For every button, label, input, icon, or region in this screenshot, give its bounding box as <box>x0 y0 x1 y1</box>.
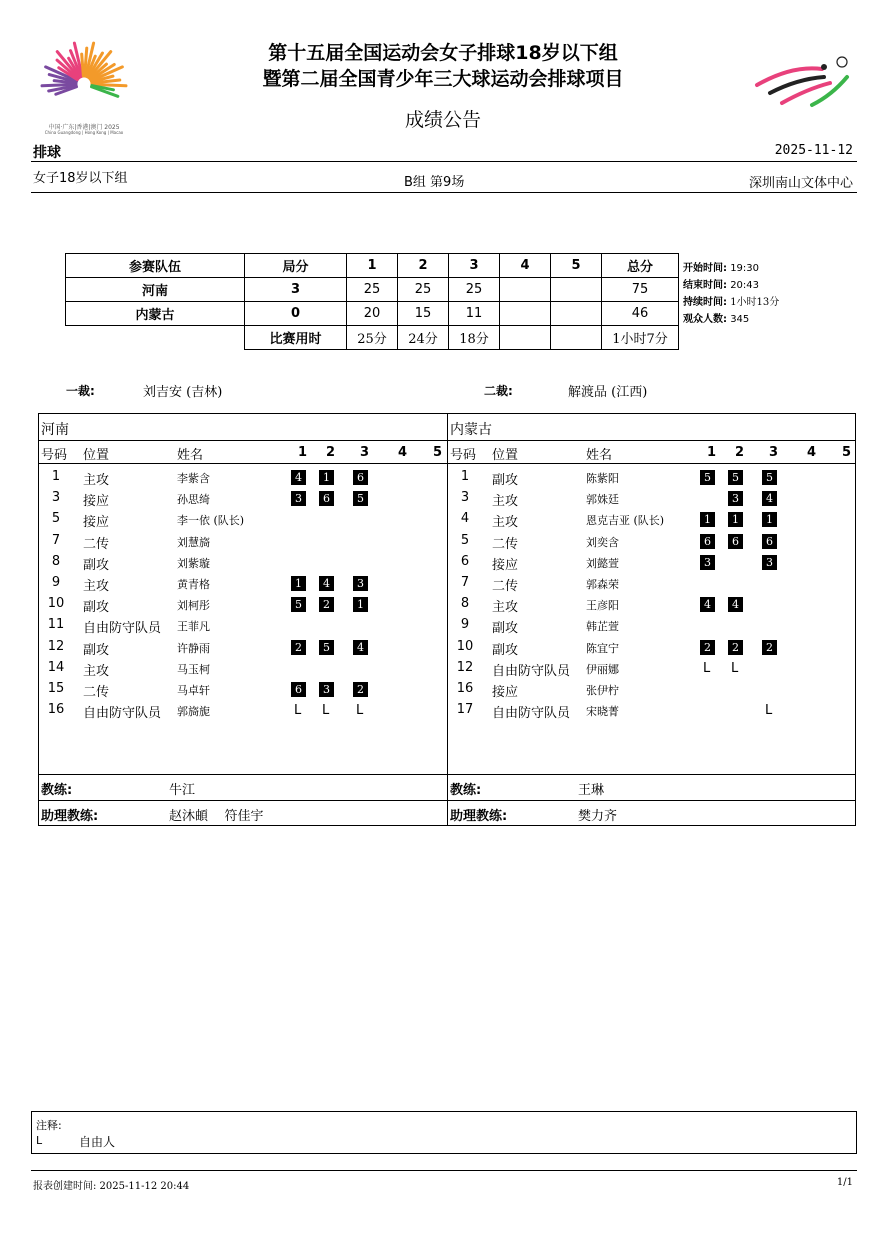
starting-position-box: 3 <box>728 491 743 506</box>
sets-won: 0 <box>245 302 347 326</box>
logo-caption: 中国·广东|香港|澳门 2025 <box>48 124 120 131</box>
duration-row <box>66 326 679 350</box>
player-name: 孙思绮 <box>177 493 210 507</box>
player-name: 刘慧旖 <box>177 535 210 549</box>
player-number: 15 <box>47 681 65 696</box>
starting-position-box: 4 <box>700 597 715 612</box>
col-pos-header: 位置 <box>492 448 519 463</box>
coach-name: 牛江 <box>169 783 196 798</box>
col-total-header: 总分 <box>602 254 679 278</box>
set-header: 3 <box>449 254 500 278</box>
player-name: 刘柯彤 <box>177 599 210 613</box>
divider <box>38 463 856 464</box>
player-name: 刘奕含 <box>586 535 619 549</box>
player-position: 自由防守队员 <box>83 706 162 722</box>
set-score: 25 <box>449 278 500 302</box>
player-name: 宋晓菁 <box>586 705 619 719</box>
set-header: 2 <box>398 254 449 278</box>
player-name: 王菲凡 <box>177 620 210 634</box>
player-name: 郭旖旎 <box>177 705 210 719</box>
starting-position-box: 1 <box>700 512 715 527</box>
player-name: 恩克吉亚 (队长) <box>586 514 665 528</box>
venue: 深圳南山文体中心 <box>748 176 853 191</box>
set-header: 4 <box>500 254 551 278</box>
score-table <box>65 253 679 350</box>
set-col-header: 2 <box>734 445 745 460</box>
end-label: 结束时间: <box>683 280 727 291</box>
start-time: 19:30 <box>730 263 760 274</box>
starting-position-box: 6 <box>353 470 368 485</box>
starting-position-box: 4 <box>762 491 777 506</box>
set-col-header: 2 <box>325 445 336 460</box>
player-position: 副攻 <box>492 473 519 488</box>
starting-position-box: 6 <box>291 682 306 697</box>
starting-position-box: 6 <box>700 534 715 549</box>
starting-position-box: 1 <box>291 576 306 591</box>
libero-mark: L <box>294 703 302 719</box>
total-points: 75 <box>602 278 679 302</box>
team-score-row <box>66 278 679 302</box>
set-duration <box>500 326 551 350</box>
starting-position-box: 2 <box>700 640 715 655</box>
assistant-coach-label: 助理教练: <box>41 809 99 824</box>
player-number: 8 <box>460 596 470 612</box>
category-label: 女子18岁以下组 <box>33 171 128 186</box>
player-number: 1 <box>51 469 61 484</box>
libero-mark: L <box>765 703 773 719</box>
starting-position-box: 1 <box>728 512 743 527</box>
report-created: 报表创建时间: 2025-11-12 20:44 <box>33 1181 190 1192</box>
starting-position-box: 3 <box>353 576 368 591</box>
player-position: 副攻 <box>492 621 519 637</box>
player-name: 刘懿萱 <box>586 556 619 570</box>
set-col-header: 4 <box>806 445 817 460</box>
player-position: 接应 <box>83 494 110 510</box>
starting-position-box: 3 <box>700 555 715 570</box>
player-number: 3 <box>51 490 61 506</box>
title-line-2: 暨第二届全国青少年三大球运动会排球项目 <box>262 68 624 90</box>
second-referee-label: 二裁: <box>484 384 513 398</box>
player-name: 马卓轩 <box>177 684 210 697</box>
player-number: 17 <box>456 702 474 718</box>
group-match: B组 第9场 <box>404 175 465 190</box>
starting-position-box: 4 <box>728 597 743 612</box>
starting-position-box: 4 <box>291 470 306 485</box>
player-position: 二传 <box>492 536 519 552</box>
player-position: 接应 <box>492 685 519 700</box>
starting-position-box: 2 <box>353 682 368 697</box>
sport-label: 排球 <box>33 145 61 161</box>
set-score: 25 <box>347 278 398 302</box>
player-name: 刘紫璇 <box>177 556 210 570</box>
starting-position-box: 5 <box>353 491 368 506</box>
set-duration: 18分 <box>449 326 500 350</box>
player-position: 接应 <box>492 557 519 573</box>
set-col-header: 3 <box>359 445 370 460</box>
assistant-coach-names: 樊力齐 <box>578 809 618 824</box>
player-name: 郭森荣 <box>586 578 619 591</box>
player-name: 韩芷萱 <box>586 620 619 634</box>
coach-name: 王琳 <box>578 783 605 798</box>
player-name: 李一依 (队长) <box>177 514 245 528</box>
player-position: 二传 <box>83 685 110 700</box>
player-position: 主攻 <box>83 473 110 488</box>
set-score: 11 <box>449 302 500 326</box>
start-label: 开始时间: <box>683 263 727 274</box>
audience-count: 345 <box>730 314 750 325</box>
report-date: 2025-11-12 <box>774 143 853 158</box>
player-number: 1 <box>460 469 470 484</box>
starting-position-box: 6 <box>762 534 777 549</box>
team-score-row <box>66 302 679 326</box>
starting-position-box: 3 <box>762 555 777 570</box>
col-sets-header: 局分 <box>245 254 347 278</box>
starting-position-box: 1 <box>353 597 368 612</box>
player-number: 14 <box>47 659 65 675</box>
player-number: 12 <box>47 638 65 654</box>
first-referee-label: 一裁: <box>66 384 95 398</box>
roster-team-name: 河南 <box>41 422 69 438</box>
player-name: 李紫含 <box>177 472 210 485</box>
player-position: 二传 <box>83 536 110 552</box>
set-score <box>500 302 551 326</box>
player-name: 王彦阳 <box>586 599 619 613</box>
set-score: 25 <box>398 278 449 302</box>
title-line-1: 第十五届全国运动会女子排球18岁以下组 <box>268 42 618 64</box>
player-number: 4 <box>460 511 470 527</box>
notes-value: 自由人 <box>79 1135 116 1149</box>
set-col-header: 1 <box>297 445 308 460</box>
player-number: 7 <box>460 575 470 590</box>
set-duration: 25分 <box>347 326 398 350</box>
set-score <box>551 278 602 302</box>
starting-position-box: 2 <box>728 640 743 655</box>
second-referee: 解渡品 (江西) <box>568 385 648 400</box>
player-number: 11 <box>47 617 65 633</box>
player-position: 二传 <box>492 579 519 594</box>
player-number: 16 <box>47 702 65 718</box>
col-pos-header: 位置 <box>83 448 110 463</box>
player-position: 自由防守队员 <box>492 663 571 679</box>
player-number: 9 <box>460 617 470 633</box>
starting-position-box: 1 <box>762 512 777 527</box>
set-score: 15 <box>398 302 449 326</box>
player-position: 自由防守队员 <box>83 621 162 637</box>
player-number: 12 <box>456 659 474 675</box>
starting-position-box: 4 <box>353 640 368 655</box>
player-number: 10 <box>47 596 65 612</box>
player-position: 副攻 <box>83 642 110 658</box>
player-number: 5 <box>460 532 470 548</box>
starting-position-box: 5 <box>700 470 715 485</box>
roster-team-name: 内蒙古 <box>450 422 492 438</box>
player-name: 伊丽娜 <box>586 662 619 676</box>
team-name: 内蒙古 <box>66 302 245 326</box>
set-duration: 24分 <box>398 326 449 350</box>
starting-position-box: 6 <box>319 491 334 506</box>
starting-position-box: 5 <box>762 470 777 485</box>
set-col-header: 5 <box>432 445 443 460</box>
player-name: 陈宜宁 <box>586 641 619 655</box>
libero-mark: L <box>322 703 330 719</box>
notes-key: L <box>36 1134 43 1147</box>
set-header: 5 <box>551 254 602 278</box>
sets-won: 3 <box>245 278 347 302</box>
player-position: 主攻 <box>83 663 110 679</box>
set-score <box>500 278 551 302</box>
player-number: 8 <box>51 553 61 569</box>
player-name: 马玉柯 <box>177 662 210 676</box>
player-number: 9 <box>51 575 61 590</box>
player-name: 黄青格 <box>177 578 210 591</box>
libero-mark: L <box>703 660 711 676</box>
player-number: 7 <box>51 532 61 548</box>
duration-label: 持续时间: <box>683 297 727 308</box>
first-referee: 刘吉安 (吉林) <box>143 385 223 400</box>
audience-label: 观众人数: <box>683 314 727 325</box>
starting-position-box: 1 <box>319 470 334 485</box>
team-name: 河南 <box>66 278 245 302</box>
assistant-coach-label: 助理教练: <box>450 809 508 824</box>
divider <box>31 1170 857 1171</box>
player-name: 陈紫阳 <box>586 472 619 485</box>
match-duration: 1小时13分 <box>730 297 780 308</box>
player-position: 主攻 <box>83 579 110 594</box>
starting-position-box: 4 <box>319 576 334 591</box>
notes-box <box>31 1111 857 1154</box>
divider <box>38 774 856 775</box>
divider <box>38 440 856 441</box>
set-duration <box>551 326 602 350</box>
player-position: 主攻 <box>492 494 519 510</box>
starting-position-box: 5 <box>291 597 306 612</box>
starting-position-box: 2 <box>319 597 334 612</box>
player-name: 郭姝廷 <box>586 493 619 507</box>
col-no-header: 号码 <box>41 448 68 463</box>
divider <box>38 800 856 801</box>
col-name-header: 姓名 <box>586 448 613 463</box>
total-points: 46 <box>602 302 679 326</box>
player-position: 副攻 <box>83 600 110 616</box>
libero-mark: L <box>731 660 739 676</box>
starting-position-box: 3 <box>319 682 334 697</box>
col-no-header: 号码 <box>450 448 477 463</box>
player-number: 6 <box>460 553 470 569</box>
score-header-row <box>66 254 679 278</box>
logo-caption-en: China Guangdong | Hong Kong | Macao <box>44 130 124 135</box>
player-number: 16 <box>456 681 474 696</box>
libero-mark: L <box>356 703 364 719</box>
notes-label: 注释: <box>36 1119 62 1132</box>
starting-position-box: 2 <box>762 640 777 655</box>
col-name-header: 姓名 <box>177 448 204 463</box>
set-col-header: 1 <box>706 445 717 460</box>
divider <box>31 161 857 162</box>
starting-position-box: 5 <box>728 470 743 485</box>
player-position: 副攻 <box>83 557 110 573</box>
set-score <box>551 302 602 326</box>
duration-label: 比赛用时 <box>245 326 347 350</box>
set-col-header: 3 <box>768 445 779 460</box>
player-number: 3 <box>460 490 470 506</box>
set-header: 1 <box>347 254 398 278</box>
player-name: 张伊柠 <box>586 684 619 697</box>
assistant-coach-names: 赵沐頔 符佳宇 <box>169 809 264 824</box>
starting-position-box: 6 <box>728 534 743 549</box>
end-time: 20:43 <box>730 280 760 291</box>
player-position: 副攻 <box>492 642 519 658</box>
starting-position-box: 3 <box>291 491 306 506</box>
page-number: 1/1 <box>836 1177 853 1188</box>
set-col-header: 5 <box>841 445 852 460</box>
player-number: 10 <box>456 638 474 654</box>
total-duration: 1小时7分 <box>602 326 679 350</box>
player-number: 5 <box>51 511 61 527</box>
player-position: 主攻 <box>492 515 519 531</box>
roster-divider <box>447 413 448 826</box>
player-position: 主攻 <box>492 600 519 616</box>
match-stats <box>683 260 779 328</box>
divider <box>31 192 857 193</box>
player-position: 接应 <box>83 515 110 531</box>
coach-label: 教练: <box>450 783 482 798</box>
report-title: 成绩公告 <box>404 109 481 131</box>
set-score: 20 <box>347 302 398 326</box>
starting-position-box: 2 <box>291 640 306 655</box>
set-col-header: 4 <box>397 445 408 460</box>
starting-position-box: 5 <box>319 640 334 655</box>
player-name: 许静雨 <box>177 641 210 655</box>
col-team-header: 参赛队伍 <box>66 254 245 278</box>
coach-label: 教练: <box>41 783 73 798</box>
player-position: 自由防守队员 <box>492 706 571 722</box>
